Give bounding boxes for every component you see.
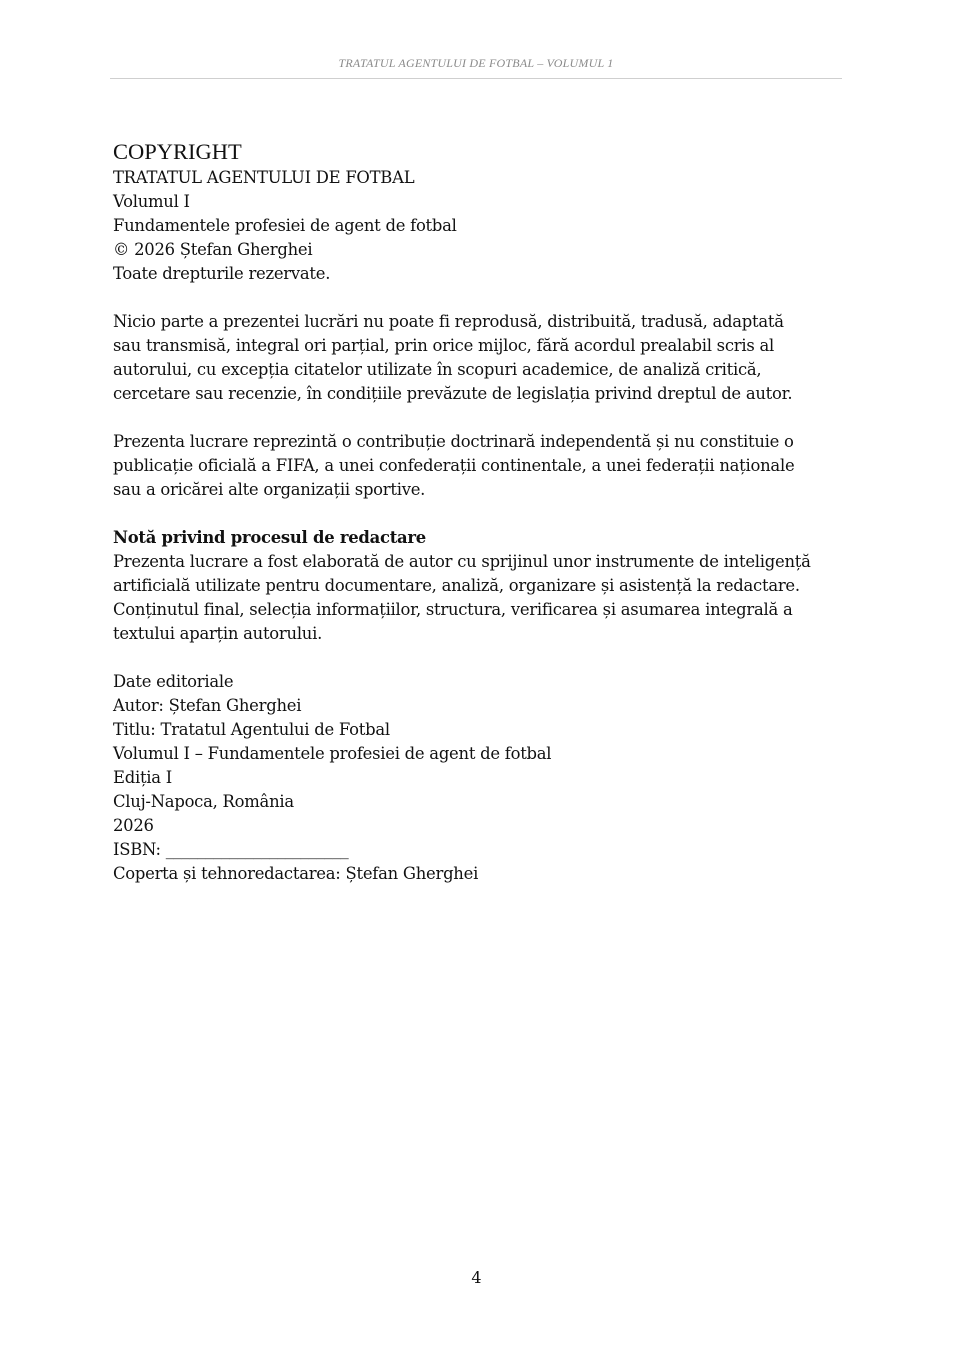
- editorial-data: [113, 670, 843, 838]
- volume-label: Volumul I: [113, 192, 190, 211]
- reproduction-notice: [113, 310, 843, 406]
- editorial-author: Autor: Ștefan Gherghei: [113, 696, 302, 715]
- editing-note: [113, 526, 843, 646]
- editorial-edition: Ediția I: [113, 768, 172, 787]
- reproduction-notice-line: cercetare sau recenzie, în condițiile prevăzute de legislația privind dreptul de autor.: [113, 384, 793, 403]
- page-number: 4: [471, 1268, 482, 1287]
- editorial-data-heading: Date editoriale: [113, 672, 234, 691]
- copyright-line: © 2026 Ștefan Gherghei: [113, 240, 313, 259]
- editing-note-heading: Notă privind procesul de redactare: [113, 528, 426, 547]
- independence-notice-line: publicație oficială a FIFA, a unei confederații continentale, a unei federații naționale: [113, 456, 795, 475]
- reproduction-notice-line: sau transmisă, integral ori parțial, prin orice mijloc, fără acordul prealabil scris al: [113, 336, 774, 355]
- editorial-volume: Volumul I – Fundamentele profesiei de agent de fotbal: [113, 744, 552, 763]
- reproduction-notice-line: autorului, cu excepția citatelor utilizate în scopuri academice, de analiză critică,: [113, 360, 762, 379]
- header-divider: [110, 78, 842, 79]
- independence-notice-line: sau a oricărei alte organizații sportive.: [113, 480, 426, 499]
- copyright-page-body: [113, 138, 843, 886]
- cover-credit: Coperta și tehnoredactarea: Ștefan Gherghei: [113, 864, 479, 883]
- independence-notice: [113, 430, 843, 502]
- isbn-line: ISBN: _______________________: [113, 840, 349, 859]
- rights-reserved: Toate drepturile rezervate.: [113, 264, 331, 283]
- editing-note-line: Conținutul final, selecția informațiilor, structura, verificarea și asumarea integrală a: [113, 600, 793, 619]
- independence-notice-line: Prezenta lucrare reprezintă o contribuție doctrinară independentă și nu constituie o: [113, 432, 794, 451]
- copyright-heading: COPYRIGHT: [113, 139, 242, 164]
- book-title: TRATATUL AGENTULUI DE FOTBAL: [113, 168, 415, 187]
- editorial-title: Titlu: Tratatul Agentului de Fotbal: [113, 720, 390, 739]
- title-block: [113, 138, 843, 238]
- editorial-place: Cluj-Napoca, România: [113, 792, 294, 811]
- editing-note-line: Prezenta lucrare a fost elaborată de autor cu sprijinul unor instrumente de inteligență: [113, 552, 811, 571]
- running-header: TRATATUL AGENTULUI DE FOTBAL – VOLUMUL 1: [338, 56, 614, 70]
- editing-note-line: artificială utilizate pentru documentare, analiză, organizare și asistență la redactare.: [113, 576, 800, 595]
- editorial-year: 2026: [113, 816, 154, 835]
- editing-note-line: textului aparțin autorului.: [113, 624, 323, 643]
- reproduction-notice-line: Nicio parte a prezentei lucrări nu poate fi reprodusă, distribuită, tradusă, adaptată: [113, 312, 784, 331]
- book-subtitle: Fundamentele profesiei de agent de fotbal: [113, 216, 457, 235]
